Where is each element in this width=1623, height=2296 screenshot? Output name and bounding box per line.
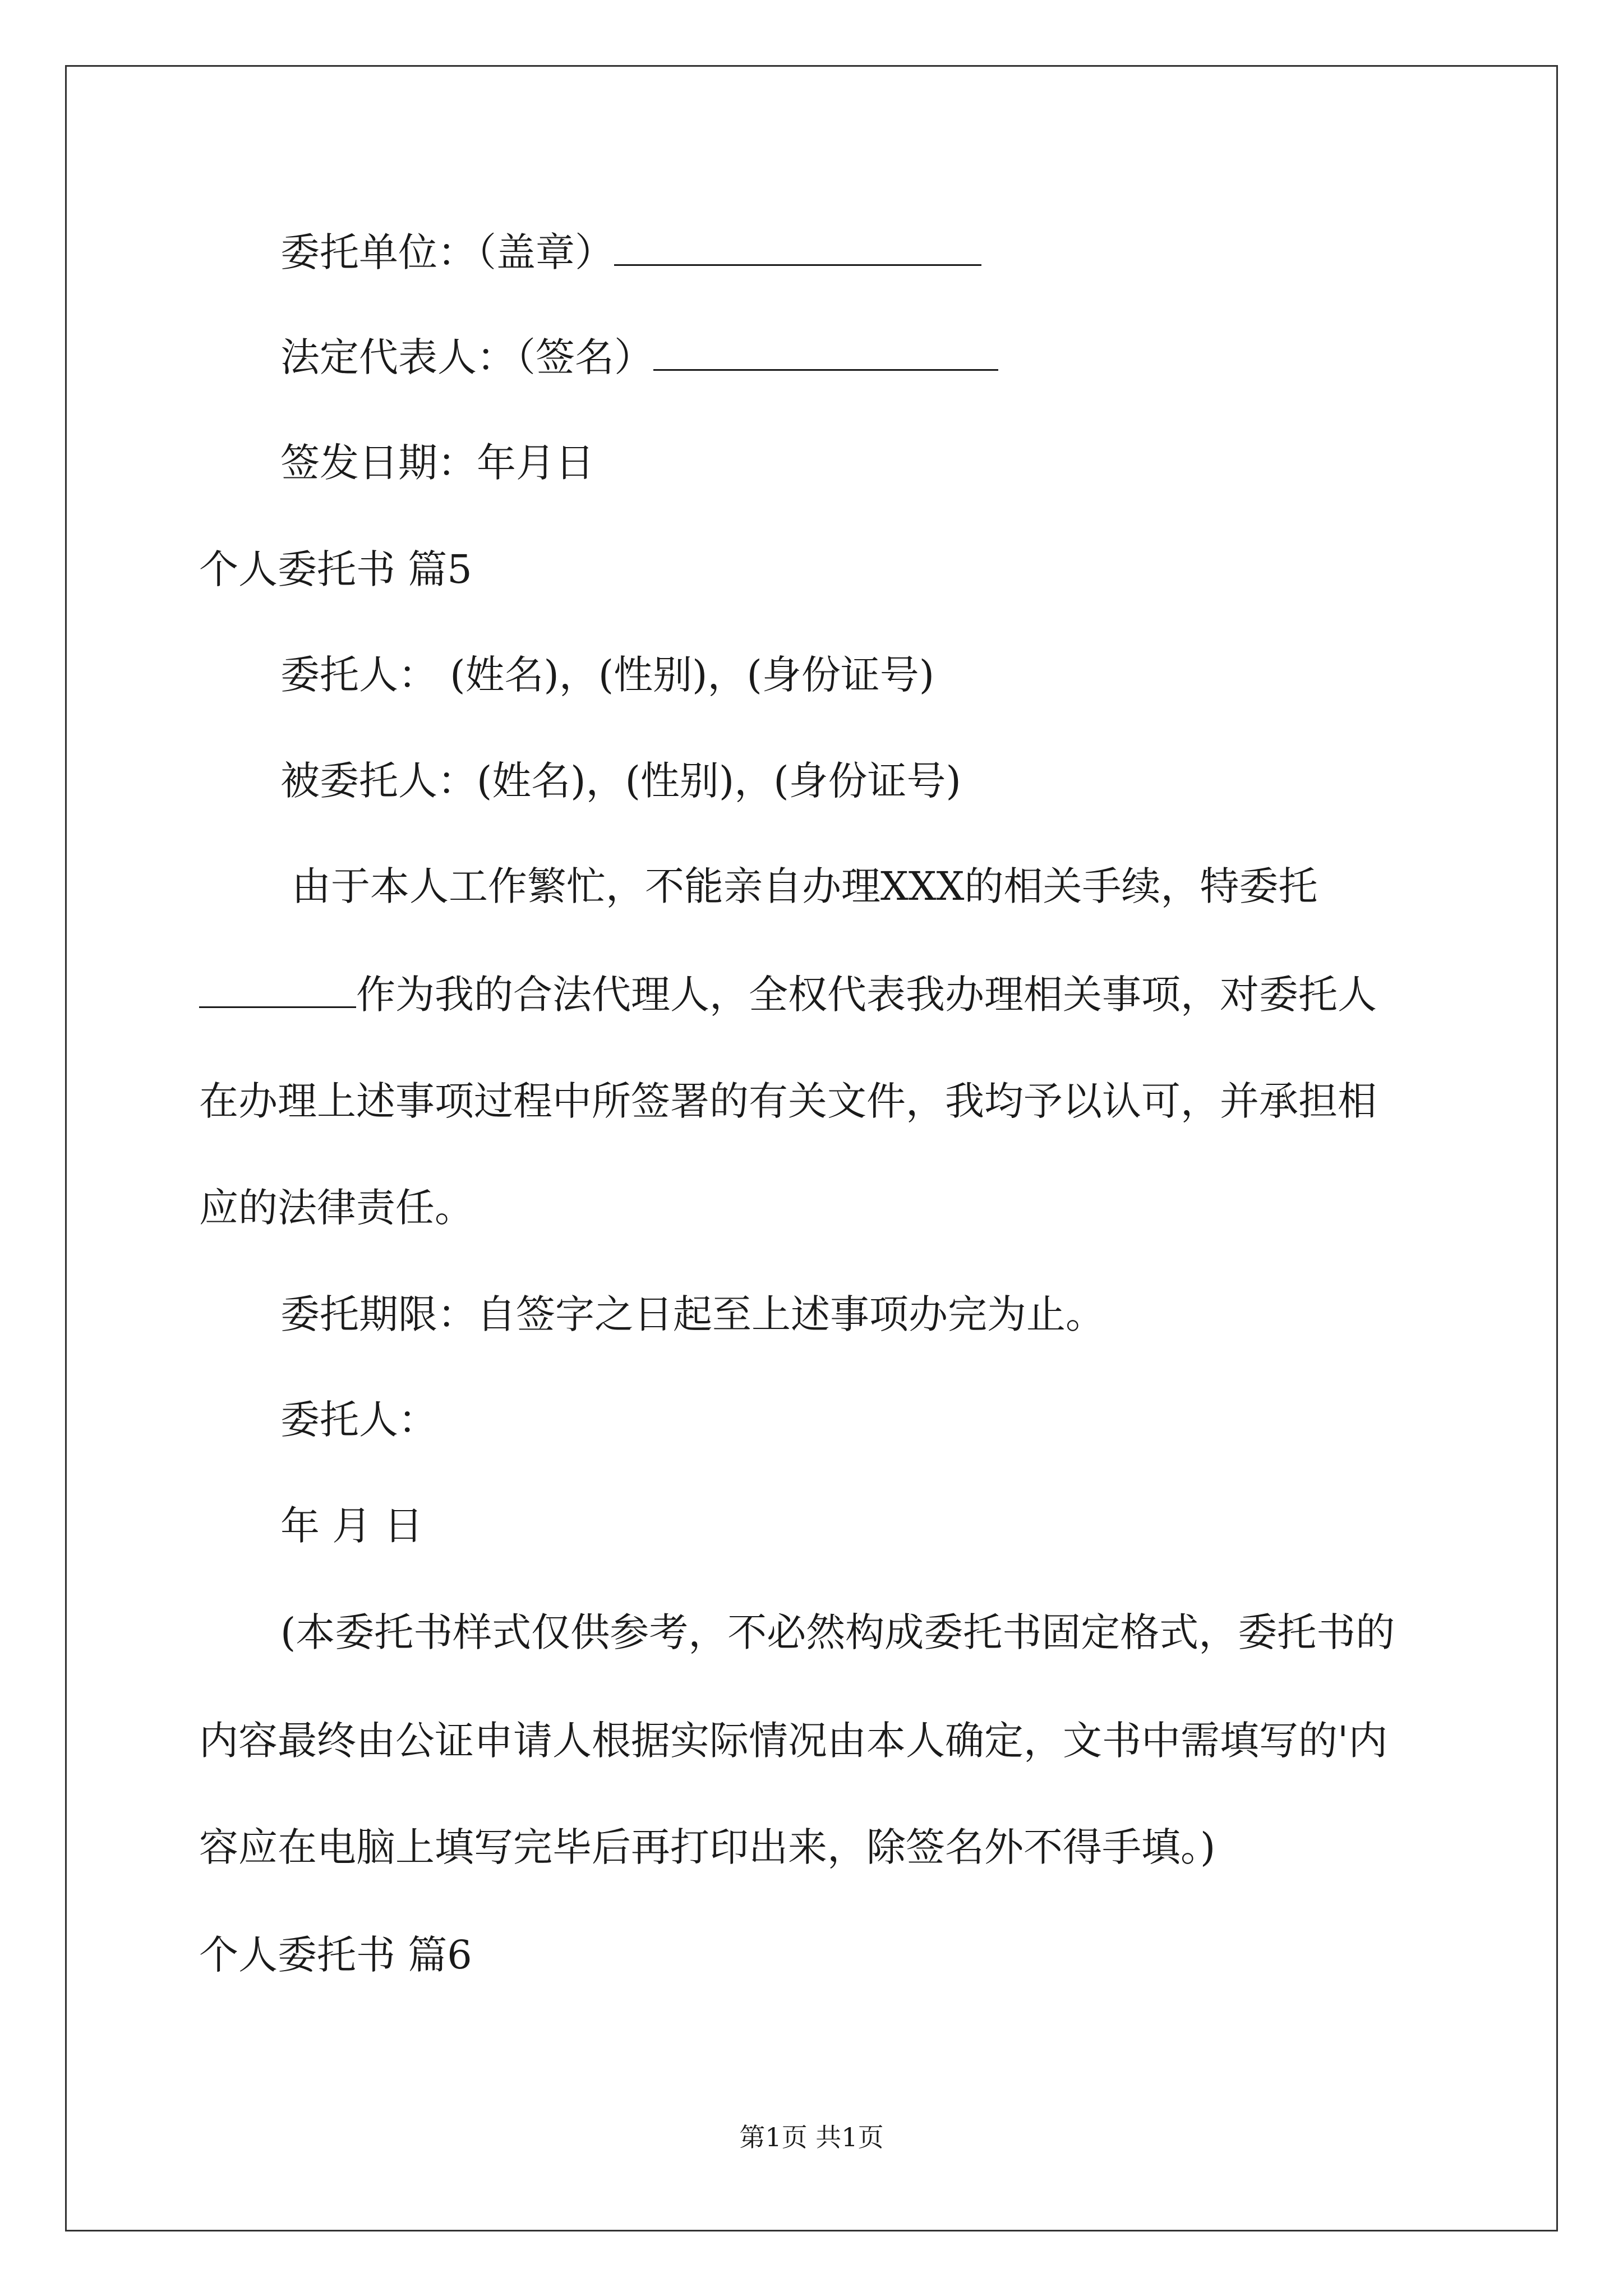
agent-name-blank xyxy=(199,972,356,1008)
principal-sign-label: 委托人： xyxy=(280,1397,437,1443)
paragraph1-line3: 在办理上述事项过程中所签署的有关文件，我均予以认可，并承担相 xyxy=(199,1078,1377,1124)
entrusting-unit-line xyxy=(280,227,981,278)
paragraph1-line2-text: 作为我的合法代理人，全权代表我办理相关事项，对委托人 xyxy=(356,972,1377,1018)
paragraph1-line1: 由于本人工作繁忙，不能亲自办理XXX的相关手续，特委托 xyxy=(292,863,1318,909)
signature-blank xyxy=(653,334,998,371)
paragraph2-line1: (本委托书样式仅供参考，不必然构成委托书固定格式，委托书的 xyxy=(280,1609,1395,1655)
seal-blank xyxy=(614,229,981,266)
paragraph2-line2: 内容最终由公证申请人根据实际情况由本人确定，文书中需填写的'内 xyxy=(199,1718,1388,1764)
legal-rep-label: 法定代表人：（签名） xyxy=(280,334,653,380)
principal-line: 委托人： (姓名)，(性别)，(身份证号) xyxy=(280,652,935,698)
section-heading-5: 个人委托书 篇5 xyxy=(199,546,472,592)
sign-date: 年 月 日 xyxy=(280,1503,423,1549)
issue-date: 签发日期：年月日 xyxy=(280,440,594,486)
paragraph1-line2 xyxy=(199,969,1377,1020)
entrusting-unit-label: 委托单位：（盖章） xyxy=(280,229,614,275)
section-heading-6: 个人委托书 篇6 xyxy=(199,1932,472,1978)
paragraph1-line4: 应的法律责任。 xyxy=(199,1185,474,1231)
paragraph2-line3: 容应在电脑上填写完毕后再打印出来，除签名外不得手填。) xyxy=(199,1824,1216,1870)
legal-rep-line xyxy=(280,332,998,383)
page-border xyxy=(65,65,1558,2231)
agent-line: 被委托人：(姓名)，(性别)，(身份证号) xyxy=(280,758,961,804)
page-footer: 第1页 共1页 xyxy=(739,2122,884,2152)
entrust-period: 委托期限：自签字之日起至上述事项办完为止。 xyxy=(280,1291,1105,1337)
